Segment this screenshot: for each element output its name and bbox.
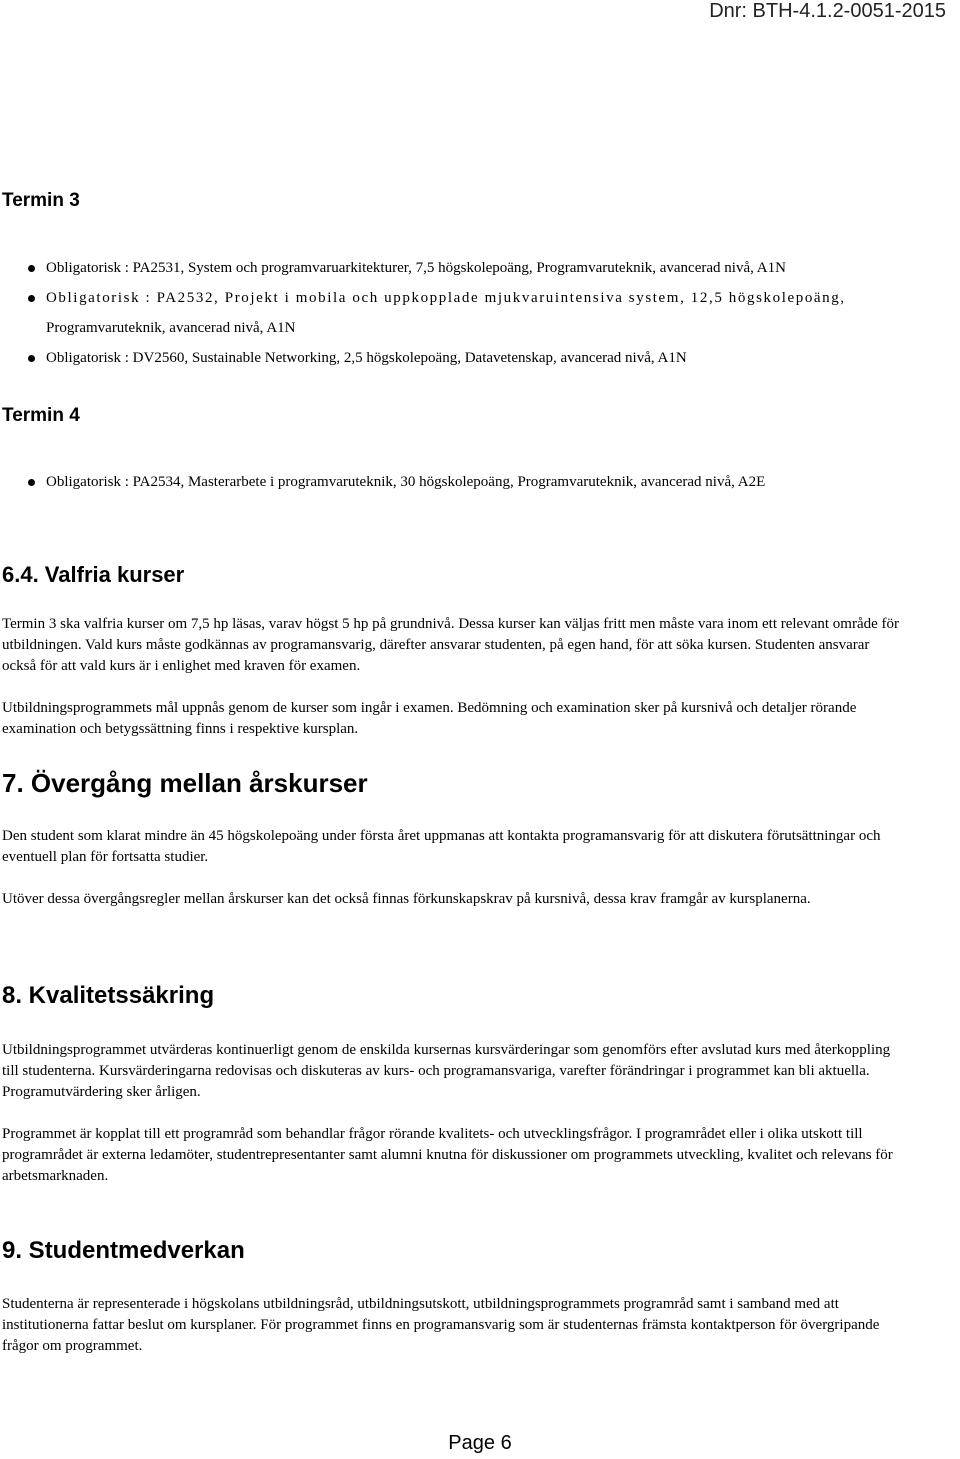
section-7-paragraph: Utöver dessa övergångsregler mellan årskurser kan det också finnas förkunskapskrav på kursnivå, dessa krav framgår av kursplanerna. (2, 891, 811, 907)
section-8-heading: 8. Kvalitetssäkring (2, 982, 215, 1009)
list-item-line: Obligatorisk : PA2532, Projekt i mobila och uppkopplade mjukvaruintensiva system, 12,5 högskolepoäng, (46, 290, 846, 306)
document-number: Dnr: BTH-4.1.2-0051-2015 (709, 0, 946, 22)
termin-4-heading: Termin 4 (2, 405, 80, 426)
section-6-4-heading: 6.4. Valfria kurser (2, 562, 185, 587)
termin-4-course-list (0, 467, 930, 497)
list-item: Obligatorisk : PA2531, System och programvaruarkitekturer, 7,5 högskolepoäng, Programvaruteknik, avancerad nivå, A1N (0, 253, 930, 283)
section-6-4-paragraph: Utbildningsprogrammets mål uppnås genom de kurser som ingår i examen. Bedömning och examination sker på kursnivå och detaljer rörande examination och betygssättning finns i respektive kursplan. (2, 700, 857, 737)
termin-3-course-list (0, 253, 930, 373)
list-item (0, 283, 930, 343)
section-9-heading: 9. Studentmedverkan (2, 1237, 245, 1264)
page-number: Page 6 (448, 1432, 512, 1454)
list-item: Obligatorisk : PA2534, Masterarbete i programvaruteknik, 30 högskolepoäng, Programvaruteknik, avancerad nivå, A2E (0, 467, 930, 497)
section-7-heading: 7. Övergång mellan årskurser (2, 768, 368, 798)
section-8-paragraph: Utbildningsprogrammet utvärderas kontinuerligt genom de enskilda kursernas kursvärderingar som genomförs efter avslutad kurs med återkoppling till studenterna. Kursvärderingarna redovisas och diskuteras av kurs- och programansvariga, varefter förändringar i programmet kan bli aktuella. Programutvärdering sker årligen. (2, 1042, 891, 1100)
termin-3-heading: Termin 3 (2, 190, 80, 211)
section-9-paragraph: Studenterna är representerade i högskolans utbildningsråd, utbildningsutskott, utbildningsprogrammets programråd samt i samband med att institutionerna fattar beslut om kursplaner. För programmet finns en programansvarig som är studenternas främsta kontaktperson för övergripande frågor om programmet. (2, 1296, 880, 1354)
list-item: Obligatorisk : DV2560, Sustainable Networking, 2,5 högskolepoäng, Datavetenskap, avancerad nivå, A1N (0, 343, 930, 373)
list-item-line: Programvaruteknik, avancerad nivå, A1N (46, 320, 296, 336)
section-6-4-paragraph: Termin 3 ska valfria kurser om 7,5 hp läsas, varav högst 5 hp på grundnivå. Dessa kurser kan väljas fritt men måste vara inom ett relevant område för utbildningen. Vald kurs måste godkännas av programansvarig, därefter ansvarar studenten, på egen hand, för att söka kursen. Studenten ansvarar också för att vald kurs är i enlighet med kraven för examen. (2, 616, 900, 674)
section-7-paragraph: Den student som klarat mindre än 45 högskolepoäng under första året uppmanas att kontakta programansvarig för att diskutera förutsättningar och eventuell plan för fortsatta studier. (2, 828, 881, 865)
section-8-paragraph: Programmet är kopplat till ett programråd som behandlar frågor rörande kvalitets- och utvecklingsfrågor. I programrådet eller i olika utskott till programrådet är externa ledamöter, studentrepresentanter samt alumni knutna för diskussioner om programmets utveckling, kvalitet och relevans för arbetsmarknaden. (2, 1126, 893, 1184)
